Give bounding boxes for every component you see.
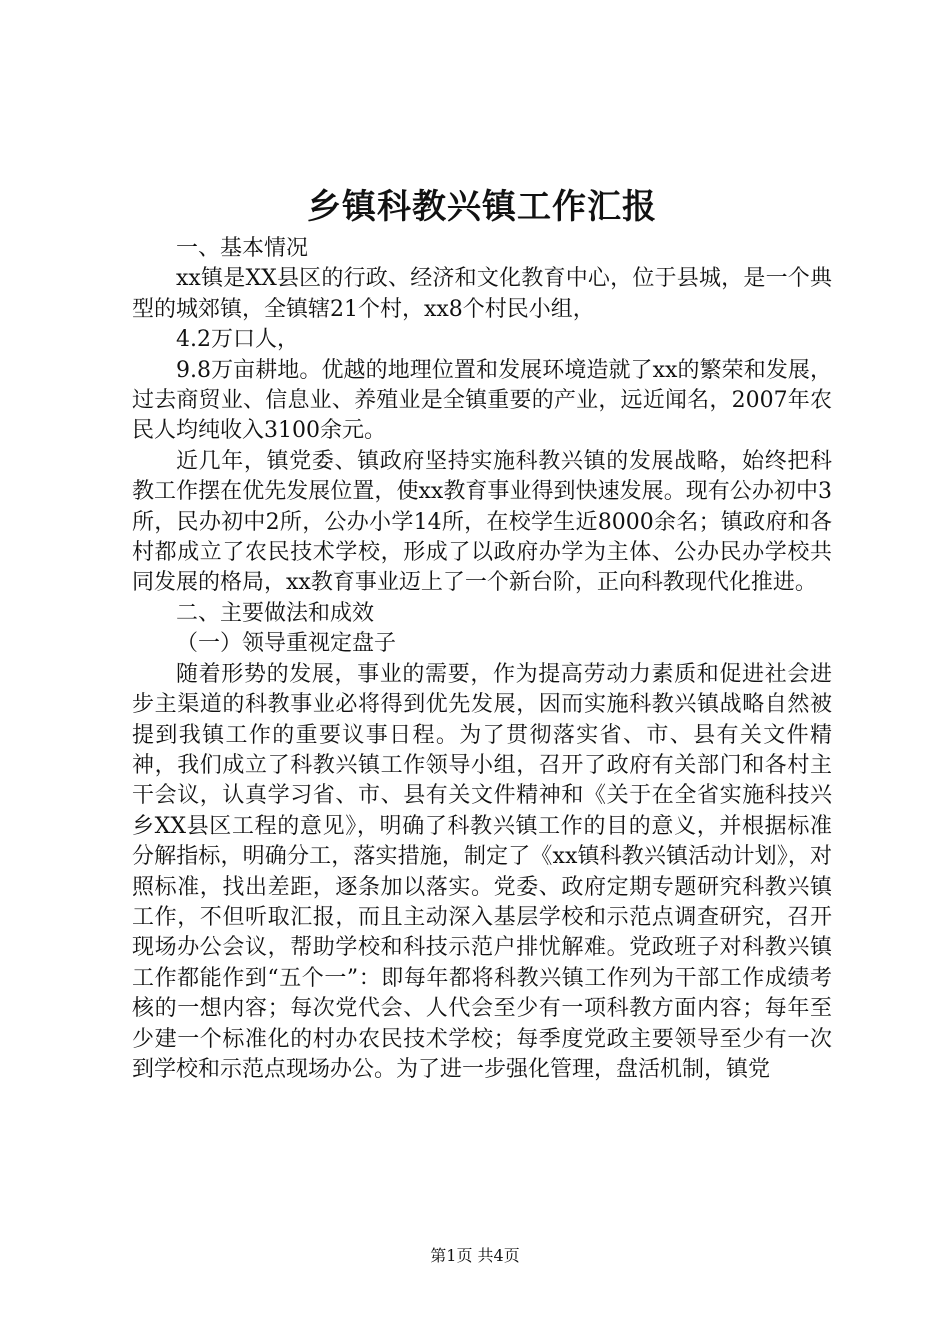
section-heading: 一、基本情况 — [176, 236, 309, 261]
subsection-heading: （一）领导重视定盘子 — [176, 631, 397, 657]
section-heading: 二、主要做法和成效 — [176, 600, 375, 626]
paragraph: 近几年，镇党委、镇政府坚持实施科教兴镇的发展战略，始终把科教工作摆在优先发展位置，使xx教育事业得到快速发展。现有公办初中3所，民办初中2所，公办小学14所，在校学生近8000余名；镇政府和各村都成立了农民技术学校，形成了以政府办学为主体、公办民办学校共同发展的格局，xx教育事业迈上了一个新台阶，正向科教现代化推进。 — [132, 448, 832, 596]
paragraph: xx镇是XX县区的行政、经济和文化教育中心，位于县城，是一个典型的城郊镇，全镇辖21个村，xx8个村民小组， — [132, 266, 832, 322]
document-text — [132, 234, 832, 1085]
paragraph: 4.2万口人， — [176, 327, 299, 353]
document-body — [132, 180, 832, 1085]
page-footer: 第1页 共4页 — [430, 1246, 520, 1265]
paragraph: 9.8万亩耕地。优越的地理位置和发展环境造就了xx的繁荣和发展，过去商贸业、信息业、养殖业是全镇重要的产业，远近闻名，2007年农民人均纯收入3100余元。 — [132, 357, 832, 444]
paragraph: 随着形势的发展，事业的需要，作为提高劳动力素质和促进社会进步主渠道的科教事业必将得到优先发展，因而实施科教兴镇战略自然被提到我镇工作的重要议事日程。为了贯彻落实省、市、县有关文件精神，我们成立了科教兴镇工作领导小组，召开了政府有关部门和各村主干会议，认真学习省、市、县有关文件精神和《关于在全省实施科技兴乡XX县区工程的意见》，明确了科教兴镇工作的目的意义，并根据标准分解指标，明确分工，落实措施，制定了《xx镇科教兴镇活动计划》，对照标准，找出差距，逐条加以落实。党委、政府定期专题研究科教兴镇工作，不但听取汇报，而且主动深入基层学校和示范点调查研究，召开现场办公会议，帮助学校和科技示范户排忧解难。党政班子对科教兴镇工作都能作到“五个一”：即每年都将科教兴镇工作列为干部工作成绩考核的一想内容；每次党代会、人代会至少有一项科教方面内容；每年至少建一个标准化的村办农民技术学校；每季度党政主要领导至少有一次到学校和示范点现场办公。为了进一步强化管理，盘活机制，镇党 — [132, 661, 832, 1082]
document-title: 乡镇科教兴镇工作汇报 — [307, 187, 657, 227]
